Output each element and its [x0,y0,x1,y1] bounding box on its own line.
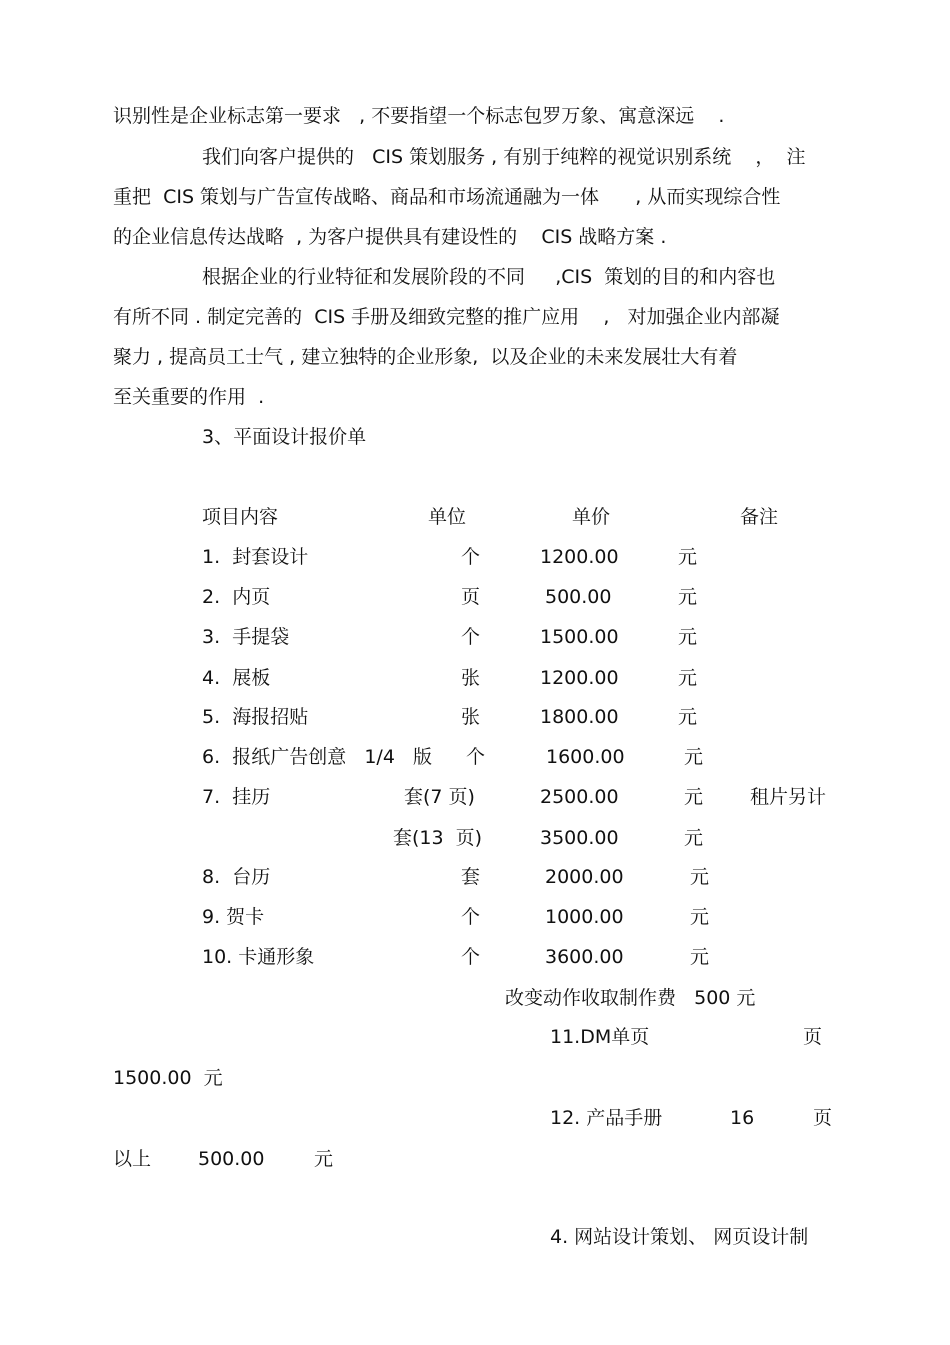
row-unit: 张 [461,706,481,728]
row-unit: 页 [461,586,481,608]
row-price: 1600.00 [546,746,625,768]
row-unit: 个 [461,546,481,568]
row-unit: 个 [461,906,481,928]
row-unit: 页 [803,1026,823,1048]
paragraph-line: 识别性是企业标志第一要求 , 不要指望一个标志包罗万象、寓意深远 . [113,105,725,127]
paragraph-line: 有所不同 . 制定完善的 CIS 手册及细致完整的推广应用 , 对加强企业内部凝 [113,306,780,328]
paragraph-line: 聚力 , 提高员工士气 , 建立独特的企业形象, 以及企业的未来发展壮大有着 [113,346,738,368]
header-price: 单价 [572,506,611,528]
row-item: 1. 封套设计 [202,546,309,568]
row-price: 1800.00 [540,706,619,728]
row-unit: 个 [461,946,481,968]
row-currency: 元 [690,946,710,968]
row-currency: 元 [690,906,710,928]
extra-fee-note: 改变动作收取制作费 500 元 [505,987,756,1009]
row-price: 3500.00 [540,827,619,849]
row-item: 2. 内页 [202,586,271,608]
row-currency: 元 [678,586,698,608]
paragraph-line: 根据企业的行业特征和发展阶段的不同 ,CIS 策划的目的和内容也 [202,266,776,288]
header-item: 项目内容 [202,506,279,528]
paragraph-line: 的企业信息传达战略 , 为客户提供具有建设性的 CIS 战略方案 . [113,226,667,248]
row-currency: 元 [678,667,698,689]
paragraph-line: 我们向客户提供的 CIS 策划服务 , 有别于纯粹的视觉识别系统 ， 注 [202,146,806,168]
row-unit: 套 [461,866,481,888]
section-title: 4. 网站设计策划、 网页设计制 [550,1226,809,1248]
row-price: 1200.00 [540,667,619,689]
row-currency: 元 [684,746,704,768]
row-price: 3600.00 [545,946,624,968]
row-price: 2000.00 [545,866,624,888]
row-price: 1500.00 [540,626,619,648]
row-currency: 元 [684,786,704,808]
row-currency: 元 [678,546,698,568]
row-currency: 元 [690,866,710,888]
row-quantity: 16 [730,1107,755,1129]
section-title: 3、平面设计报价单 [202,426,367,448]
row-qualifier: 以上 [113,1148,152,1170]
row-unit: 页 [813,1107,833,1129]
paragraph-line: 至关重要的作用 . [113,386,265,408]
row-price: 500.00 [545,586,612,608]
paragraph-line: 重把 CIS 策划与广告宣传战略、商品和市场流通融为一体 , 从而实现综合性 [113,186,781,208]
row-item: 8. 台历 [202,866,271,888]
row-price: 1000.00 [545,906,624,928]
row-currency: 元 [684,827,704,849]
row-item: 9. 贺卡 [202,906,265,928]
row-currency: 元 [314,1148,334,1170]
row-item: 10. 卡通形象 [202,946,315,968]
row-item: 6. 报纸广告创意 1/4 版 [202,746,433,768]
row-currency: 元 [678,626,698,648]
header-unit: 单位 [428,506,467,528]
row-unit: 个 [466,746,486,768]
row-unit: 套(13 页) [393,827,483,849]
row-item: 7. 挂历 [202,786,271,808]
row-item: 3. 手提袋 [202,626,290,648]
row-note: 租片另计 [750,786,827,808]
row-item: 4. 展板 [202,667,271,689]
header-note: 备注 [740,506,779,528]
row-price: 1500.00 元 [113,1067,223,1089]
row-unit: 套(7 页) [404,786,475,808]
row-unit: 个 [461,626,481,648]
row-item: 11.DM单页 [550,1026,650,1048]
row-price: 1200.00 [540,546,619,568]
row-price: 2500.00 [540,786,619,808]
row-item: 5. 海报招贴 [202,706,309,728]
row-currency: 元 [678,706,698,728]
row-unit: 张 [461,667,481,689]
row-price: 500.00 [198,1148,265,1170]
row-item: 12. 产品手册 [550,1107,663,1129]
